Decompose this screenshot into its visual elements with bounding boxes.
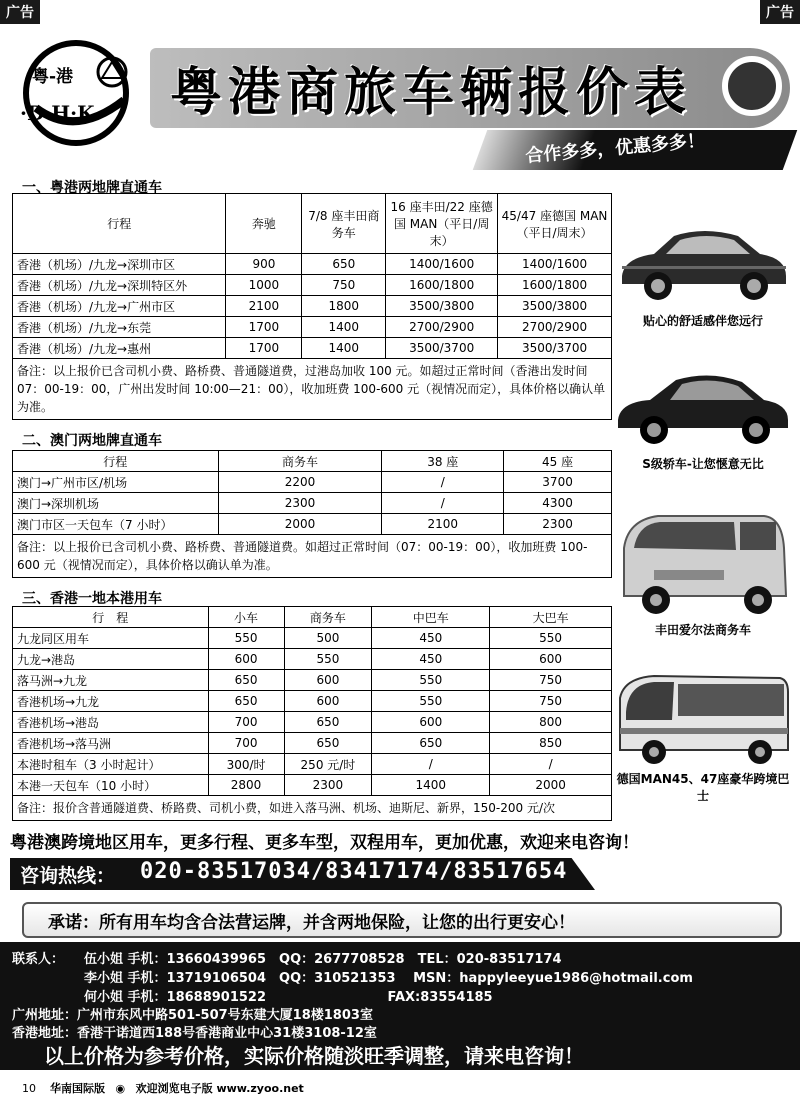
section3-title: 三、香港一地本港用车 [22, 591, 162, 607]
table-row [13, 275, 612, 296]
table-row [13, 754, 612, 775]
price-cell: 1600/1800 [498, 275, 612, 296]
car-caption: 丰田爱尔法商务车 [654, 623, 751, 637]
price-cell: 2800 [208, 775, 284, 796]
route-cell: 香港（机场）/九龙→惠州 [13, 338, 226, 359]
car-caption: 德国MAN45、47座豪华跨境巴士 [616, 772, 790, 803]
price-cell: 3500/3800 [386, 296, 498, 317]
logo-text-top: 粤-港 [32, 67, 74, 87]
price-cell: 750 [490, 691, 612, 712]
table-row [13, 691, 612, 712]
section1-table [12, 193, 612, 420]
header-cell: 行程 [13, 194, 226, 254]
contact-row-2: 李小姐 手机：13719106504 QQ：310521353 MSN：happyleeyue1986@hotmail.com [84, 971, 693, 986]
route-cell: 香港（机场）/九龙→东莞 [13, 317, 226, 338]
contact-label: 联系人： [12, 952, 65, 967]
price-cell: 1400/1600 [498, 254, 612, 275]
price-cell: 650 [302, 254, 386, 275]
cross-border-text: 粤港澳跨境地区用车，更多行程、更多车型，双程用车，更加优惠，欢迎来电咨询！ [10, 833, 639, 853]
table-header-row [13, 451, 612, 472]
price-cell: 300/时 [208, 754, 284, 775]
coach-bus-icon [614, 672, 792, 767]
route-cell: 落马洲→九龙 [13, 670, 209, 691]
price-cell: 700 [208, 712, 284, 733]
slogan-text: 合作多多，优惠多多！ [524, 130, 706, 167]
price-cell: / [382, 472, 504, 493]
price-cell: 2100 [382, 514, 504, 535]
table-row [13, 296, 612, 317]
decorative-ring-icon [722, 56, 782, 116]
price-cell: 1400 [302, 338, 386, 359]
price-cell: 900 [226, 254, 302, 275]
table-row [13, 254, 612, 275]
car-caption: S级轿车-让您惬意无比 [642, 457, 764, 471]
header-cell: 商务车 [218, 451, 382, 472]
price-cell: 2000 [490, 775, 612, 796]
table-row [13, 670, 612, 691]
price-cell: 450 [372, 628, 490, 649]
price-cell: 4300 [504, 493, 612, 514]
route-cell: 澳门→广州市区/机场 [13, 472, 219, 493]
publication-name: 华南国际版 [50, 1082, 105, 1095]
price-cell: 650 [372, 733, 490, 754]
page-footer [22, 1080, 304, 1096]
price-cell: 1400/1600 [386, 254, 498, 275]
price-cell: 1400 [302, 317, 386, 338]
price-cell: 1000 [226, 275, 302, 296]
guangzhou-address: 广州地址：广州市东风中路501-507号东建大厦18楼1803室 [12, 1008, 373, 1023]
minivan-icon [614, 508, 792, 618]
header-cell: 7/8 座丰田商务车 [302, 194, 386, 254]
table-row [13, 493, 612, 514]
ad-label-right: 广告 [760, 0, 800, 24]
price-cell: 550 [490, 628, 612, 649]
price-cell: 1400 [372, 775, 490, 796]
header-cell: 商务车 [284, 607, 372, 628]
price-cell: 650 [208, 670, 284, 691]
price-cell: 600 [372, 712, 490, 733]
company-logo [6, 38, 156, 148]
table-row [13, 338, 612, 359]
car-card-mercedes-e [614, 214, 792, 330]
price-cell: 500 [284, 628, 372, 649]
table-row [13, 712, 612, 733]
contact-row-1: 伍小姐 手机：13660439965 QQ：2677708528 TEL：020-83517174 [84, 952, 562, 967]
route-cell: 澳门→深圳机场 [13, 493, 219, 514]
section3-table [12, 606, 612, 821]
price-cell: 250 元/时 [284, 754, 372, 775]
price-cell: 650 [284, 712, 372, 733]
price-cell: 650 [284, 733, 372, 754]
publication-logo-icon: ◉ [115, 1082, 126, 1095]
section1-title: 一、粤港两地牌直通车 [22, 180, 162, 196]
price-cell: 450 [372, 649, 490, 670]
price-cell: 850 [490, 733, 612, 754]
route-cell: 香港机场→九龙 [13, 691, 209, 712]
price-cell: 3500/3700 [498, 338, 612, 359]
section2-title: 二、澳门两地牌直通车 [22, 433, 162, 449]
header-cell: 45/47 座德国 MAN（平日/周末） [498, 194, 612, 254]
table-row [13, 472, 612, 493]
header-cell: 16 座丰田/22 座德国 MAN（平日/周末） [386, 194, 498, 254]
price-cell: 1600/1800 [386, 275, 498, 296]
note-row [13, 359, 612, 420]
price-cell: 550 [208, 628, 284, 649]
header-cell: 45 座 [504, 451, 612, 472]
header-cell: 中巴车 [372, 607, 490, 628]
car-caption: 贴心的舒适感伴您远行 [642, 314, 763, 328]
price-cell: 600 [208, 649, 284, 670]
contact-row-3: 何小姐 手机：18688901522 FAX:83554185 [84, 990, 493, 1005]
note-row [13, 796, 612, 821]
price-cell: 1700 [226, 338, 302, 359]
car-card-man-bus [614, 672, 792, 805]
ad-label-left: 广告 [0, 0, 40, 24]
page-number: 10 [22, 1082, 36, 1095]
promise-text: 承诺：所有用车均含合法营运牌，并含两地保险，让您的出行更安心！ [48, 913, 575, 933]
note-cell: 备注：以上报价已含司机小费、路桥费、普通隧道费。如超过正常时间（07：00-19：00），收加班费 100-600 元（视情况而定），具体价格以确认单为准。 [13, 535, 612, 578]
route-cell: 香港机场→落马洲 [13, 733, 209, 754]
price-cell: 2300 [504, 514, 612, 535]
price-cell: 650 [208, 691, 284, 712]
section2-table [12, 450, 612, 578]
price-cell: 2300 [284, 775, 372, 796]
route-cell: 九龙同区用车 [13, 628, 209, 649]
price-cell: 2700/2900 [498, 317, 612, 338]
table-row [13, 733, 612, 754]
table-row [13, 628, 612, 649]
note-cell: 备注：以上报价已含司机小费、路桥费、普通隧道费，过港岛加收 100 元。如超过正常时间（香港出发时间 07：00-19：00，广州出发时间 10:00—21：00），收加班费 100-600 元（视情况而定），具体价格以确认单为准。 [13, 359, 612, 420]
price-cell: 2000 [218, 514, 382, 535]
route-cell: 本港时租车（3 小时起计） [13, 754, 209, 775]
header-cell: 小车 [208, 607, 284, 628]
table-row [13, 317, 612, 338]
price-cell: 550 [372, 691, 490, 712]
table-row [13, 649, 612, 670]
price-cell: 3500/3800 [498, 296, 612, 317]
car-card-alphard [614, 508, 792, 639]
final-note: 以上价格为参考价格，实际价格随淡旺季调整，请来电咨询！ [44, 1044, 584, 1068]
price-cell: 1700 [226, 317, 302, 338]
route-cell: 香港机场→港岛 [13, 712, 209, 733]
price-cell: 550 [372, 670, 490, 691]
price-cell: 750 [490, 670, 612, 691]
table-header-row [13, 194, 612, 254]
route-cell: 九龙→港岛 [13, 649, 209, 670]
logo-text-bottom: ·D·H·K [20, 101, 95, 125]
price-cell: / [490, 754, 612, 775]
header-cell: 行程 [13, 451, 219, 472]
hotline-label: 咨询热线： [20, 865, 116, 887]
price-cell: 1800 [302, 296, 386, 317]
table-row [13, 514, 612, 535]
header-cell: 大巴车 [490, 607, 612, 628]
price-cell: 800 [490, 712, 612, 733]
header-cell: 行 程 [13, 607, 209, 628]
price-cell: / [372, 754, 490, 775]
sedan-car-icon [614, 214, 792, 309]
note-cell: 备注：报价含普通隧道费、桥路费、司机小费，如进入落马洲、机场、迪斯尼、新界，150-200 元/次 [13, 796, 612, 821]
sedan-car-icon [614, 362, 792, 452]
header-cell: 奔驰 [226, 194, 302, 254]
price-cell: 3700 [504, 472, 612, 493]
table-header-row [13, 607, 612, 628]
price-cell: 2700/2900 [386, 317, 498, 338]
route-cell: 澳门市区一天包车（7 小时） [13, 514, 219, 535]
table-row [13, 775, 612, 796]
price-cell: / [382, 493, 504, 514]
price-cell: 750 [302, 275, 386, 296]
route-cell: 香港（机场）/九龙→深圳特区外 [13, 275, 226, 296]
price-cell: 3500/3700 [386, 338, 498, 359]
price-cell: 2300 [218, 493, 382, 514]
price-cell: 600 [490, 649, 612, 670]
hongkong-address: 香港地址：香港干诺道西188号香港商业中心31楼3108-12室 [12, 1026, 377, 1041]
header-cell: 38 座 [382, 451, 504, 472]
price-cell: 2200 [218, 472, 382, 493]
header [0, 20, 800, 170]
price-cell: 600 [284, 670, 372, 691]
price-cell: 700 [208, 733, 284, 754]
note-row [13, 535, 612, 578]
car-card-s-class [614, 362, 792, 473]
route-cell: 香港（机场）/九龙→广州市区 [13, 296, 226, 317]
price-cell: 2100 [226, 296, 302, 317]
route-cell: 本港一天包车（10 小时） [13, 775, 209, 796]
hotline-numbers: 020-83517034/83417174/83517654 [140, 859, 568, 884]
browse-link-text: 欢迎浏览电子版 www.zyoo.net [135, 1082, 304, 1095]
price-cell: 550 [284, 649, 372, 670]
page-title: 粤港商旅车辆报价表 [170, 62, 693, 123]
price-cell: 600 [284, 691, 372, 712]
route-cell: 香港（机场）/九龙→深圳市区 [13, 254, 226, 275]
